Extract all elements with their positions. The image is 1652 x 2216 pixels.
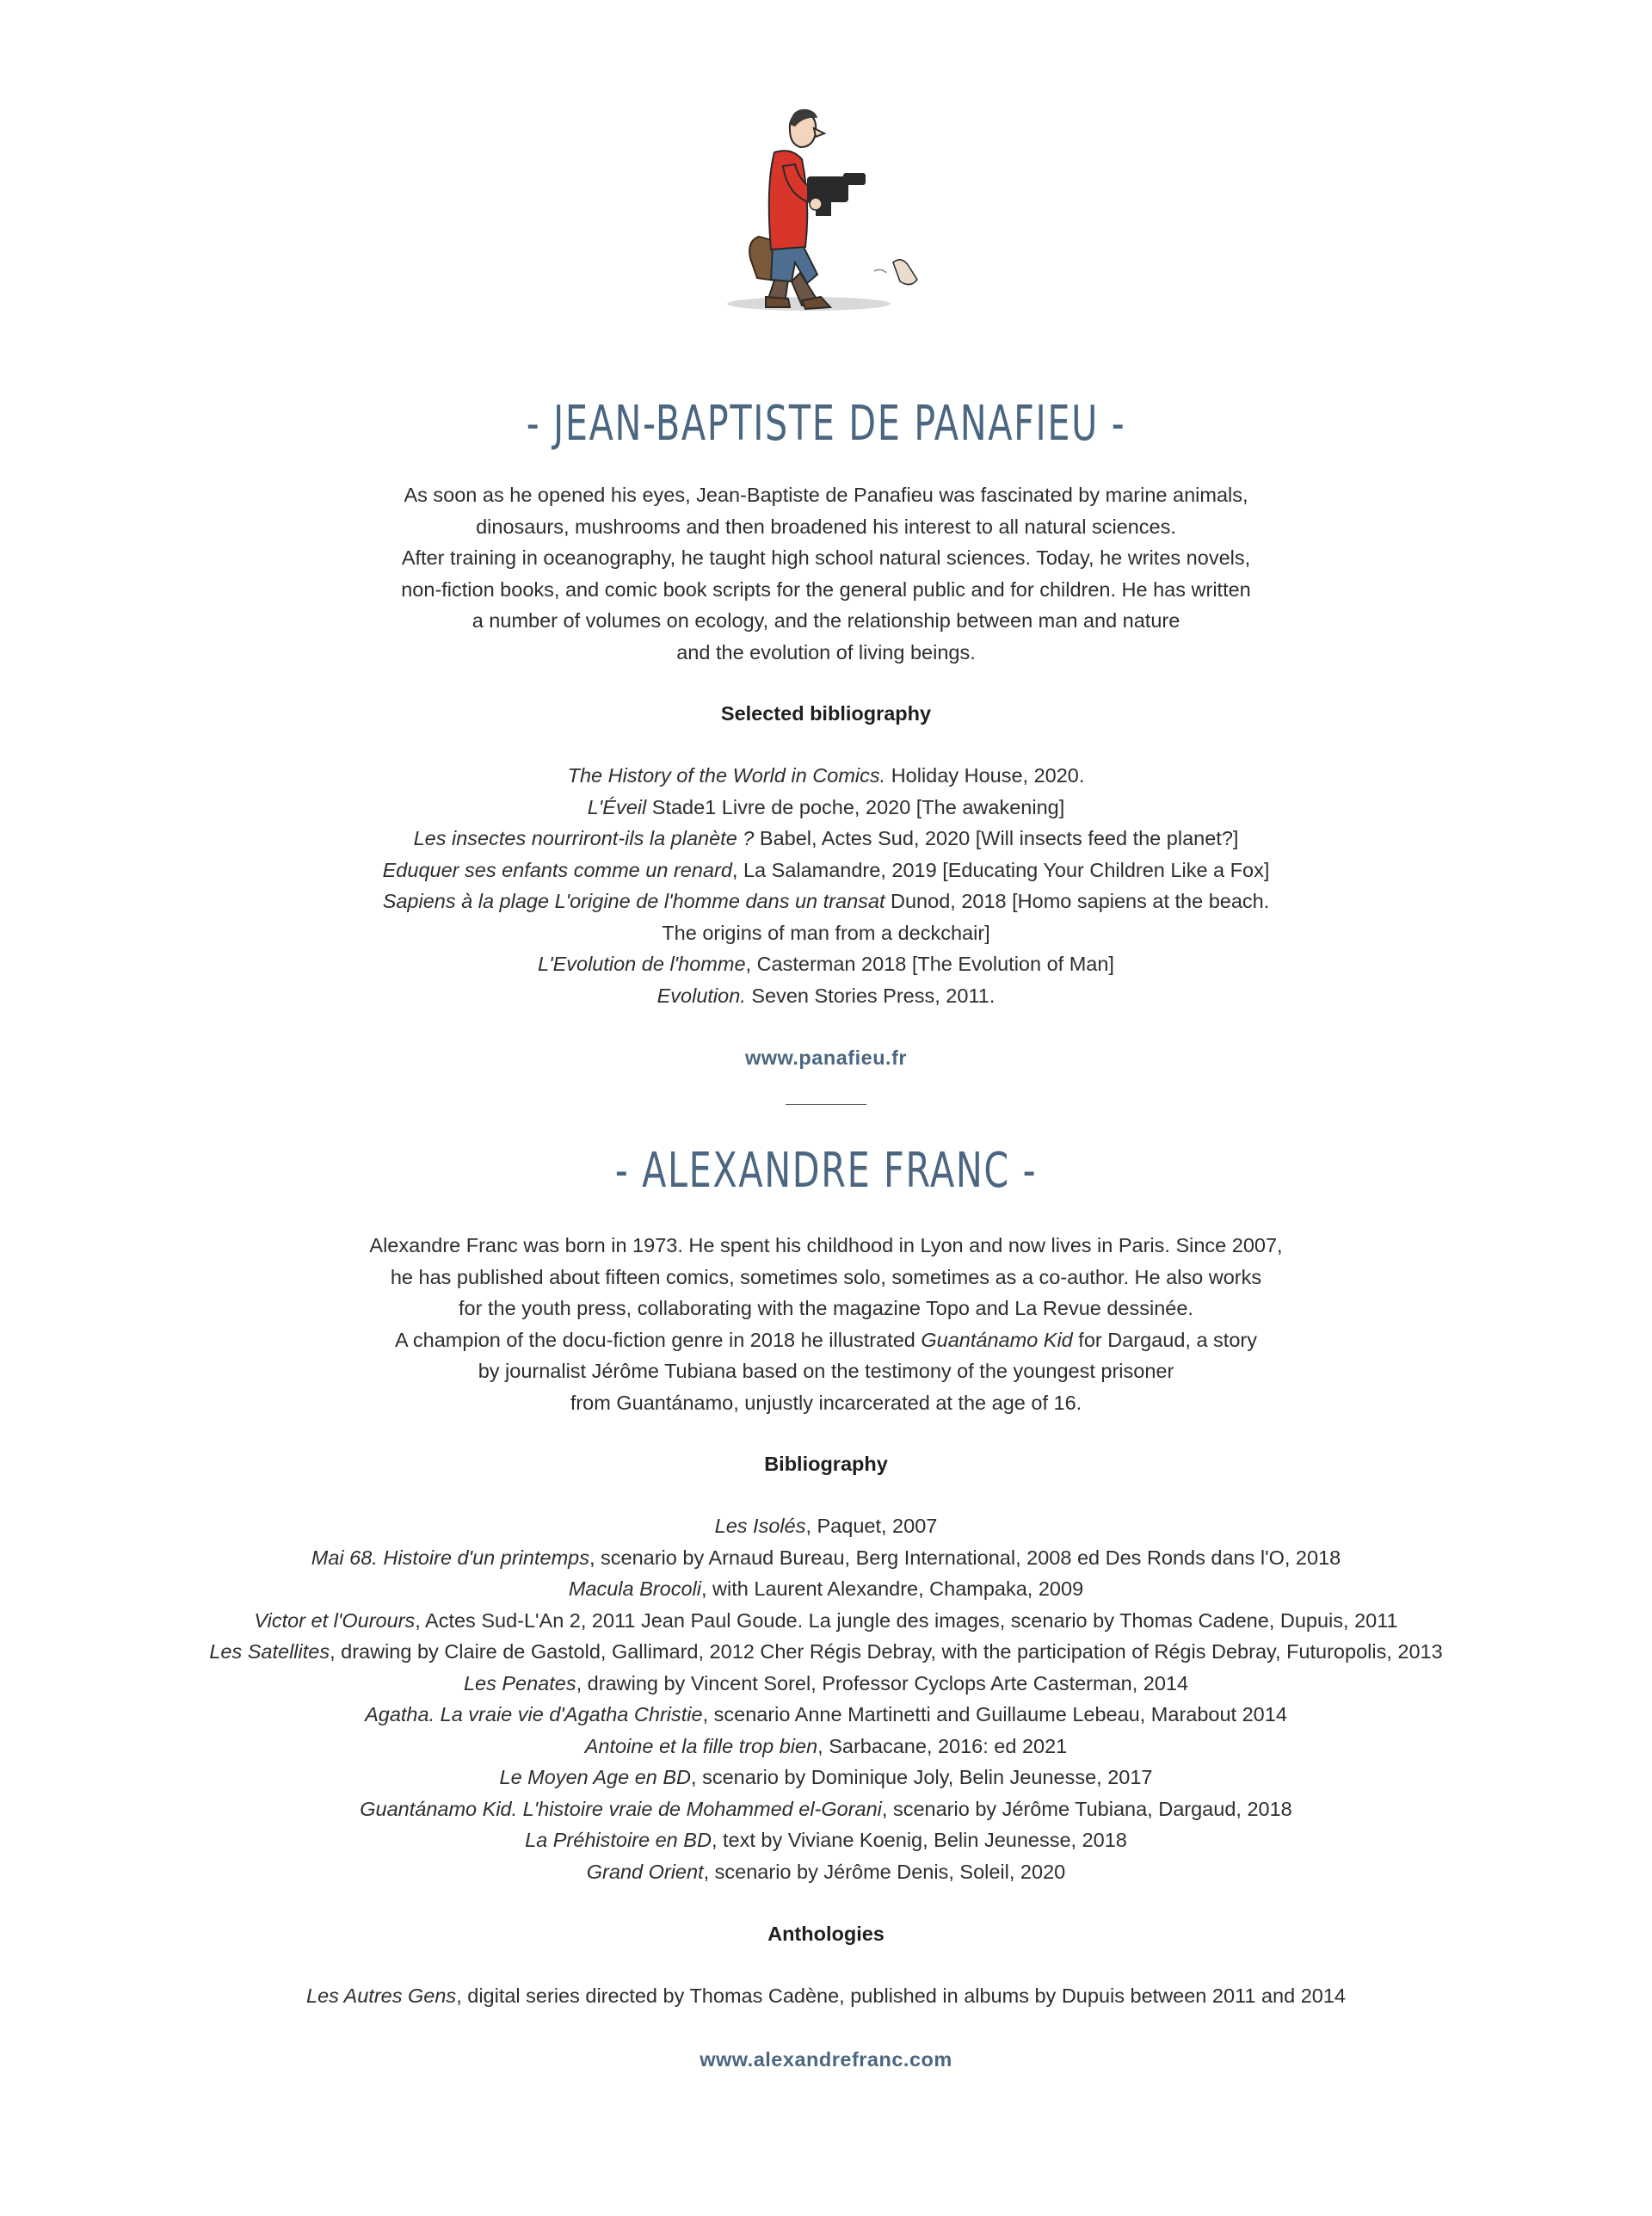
- book-details: , scenario by Jérôme Denis, Soleil, 2020: [703, 1860, 1066, 1883]
- book-details: , Casterman 2018 [The Evolution of Man]: [745, 953, 1114, 975]
- book-title: Grand Orient: [586, 1860, 704, 1883]
- bibliography-entry: [0, 1856, 1652, 1888]
- book-details: , scenario by Dominique Joly, Belin Jeunesse, 2017: [691, 1766, 1153, 1788]
- book-details: , digital series directed by Thomas Cadène, published in albums by Dupuis between 2011 and 2014: [456, 1985, 1346, 2007]
- book-details: , scenario Anne Martinetti and Guillaume Lebeau, Marabout 2014: [702, 1703, 1287, 1725]
- bibliography-entry: [0, 886, 1652, 917]
- book-title: Les Autres Gens: [306, 1985, 457, 2007]
- bibliography-entry: [0, 1510, 1652, 1542]
- bio-line: by journalist Jérôme Tubiana based on the testimony of the youngest prisoner: [478, 1360, 1174, 1382]
- bio-text: A champion of the docu-fiction genre in 2018 he illustrated: [395, 1328, 922, 1351]
- bibliography-entry: [0, 980, 1652, 1012]
- bibliography-entry: [0, 1731, 1652, 1762]
- book-title: Les insectes nourriront-ils la planète ?: [413, 827, 755, 849]
- book-title: The History of the World in Comics.: [567, 764, 886, 787]
- website-link-panafieu[interactable]: www.panafieu.fr: [744, 1046, 908, 1069]
- bio-line: non-fiction books, and comic book scripts for the general public and for children. He has written: [401, 577, 1251, 601]
- book-title: Agatha. La vraie vie d'Agatha Christie: [365, 1703, 703, 1725]
- book-details: The origins of man from a deckchair]: [662, 921, 990, 944]
- bibliography-entry: [0, 1542, 1652, 1574]
- bibliography-entry: [0, 948, 1652, 980]
- bio-line: a number of volumes on ecology, and the relationship between man and nature: [472, 609, 1180, 632]
- bio-line: he has published about fifteen comics, sometimes solo, sometimes as a co-author. He also works: [390, 1265, 1262, 1288]
- bio-text: for Dargaud, a story: [1072, 1328, 1257, 1351]
- bibliography-entry: [0, 1573, 1652, 1605]
- book-details: Holiday House, 2020.: [885, 764, 1085, 787]
- book-details: , Sarbacane, 2016: ed 2021: [817, 1734, 1068, 1757]
- bibliography-entry: [0, 1699, 1652, 1731]
- book-title: L'Evolution de l'homme: [538, 953, 746, 975]
- bio-line: and the evolution of living beings.: [676, 640, 976, 664]
- book-title: Sapiens à la plage L'origine de l'homme dans un transat: [382, 890, 885, 912]
- book-details: , scenario by Arnaud Bureau, Berg International, 2008 ed Des Ronds dans l'O, 2018: [589, 1546, 1341, 1569]
- bibliography-entry: [0, 1605, 1652, 1637]
- bio-line: As soon as he opened his eyes, Jean-Baptiste de Panafieu was fascinated by marine animals,: [404, 484, 1248, 506]
- book-title: Le Moyen Age en BD: [499, 1766, 692, 1788]
- book-details: , drawing by Vincent Sorel, Professor Cyclops Arte Casterman, 2014: [576, 1671, 1189, 1694]
- bibliography-entry: [0, 855, 1652, 886]
- selected-bibliography-heading: Selected bibliography: [720, 702, 932, 725]
- section-divider: [786, 1104, 866, 1105]
- bibliography-entry: [0, 823, 1652, 855]
- bio-line: for the youth press, collaborating with the magazine Topo and La Revue dessinée.: [459, 1297, 1193, 1319]
- book-details: , with Laurent Alexandre, Champaka, 2009: [700, 1577, 1084, 1600]
- book-title: Antoine et la fille trop bien: [584, 1734, 818, 1757]
- author-bio-panafieu: [0, 479, 1652, 668]
- book-title: Mai 68. Histoire d'un printemps: [311, 1546, 589, 1569]
- book-details: Stade1 Livre de poche, 2020 [The awakening]: [646, 795, 1065, 818]
- book-title: Macula Brocoli: [568, 1577, 701, 1600]
- book-details: , Paquet, 2007: [805, 1515, 938, 1537]
- bibliography-entry: [0, 792, 1652, 824]
- book-details: Dunod, 2018 [Homo sapiens at the beach.: [885, 890, 1270, 912]
- book-title: L'Éveil: [587, 795, 647, 818]
- book-title: Victor et l'Ourours: [254, 1608, 416, 1632]
- book-title: La Préhistoire en BD: [525, 1829, 712, 1851]
- bio-line: Alexandre Franc was born in 1973. He spent his childhood in Lyon and now lives in Paris. Since 2007,: [369, 1234, 1283, 1256]
- anthologies-heading: Anthologies: [767, 1923, 885, 1945]
- bibliography-entry: [0, 1762, 1652, 1793]
- author-name-franc: - ALEXANDRE FRANC -: [614, 1143, 1038, 1199]
- book-details: , La Salamandre, 2019 [Educating Your Children Like a Fox]: [731, 858, 1270, 881]
- book-title: Guantánamo Kid: [921, 1328, 1073, 1351]
- book-title: Les Isolés: [714, 1515, 806, 1537]
- anthologies-list: [0, 1980, 1652, 2012]
- book-details: Babel, Actes Sud, 2020 [Will insects feed the planet?]: [754, 827, 1239, 849]
- book-title: Les Satellites: [209, 1640, 330, 1663]
- author-bio-franc: [0, 1230, 1652, 1418]
- book-title: Eduquer ses enfants comme un renard: [382, 858, 732, 881]
- book-details: , scenario by Jérôme Tubiana, Dargaud, 2018: [881, 1797, 1292, 1820]
- bibliography-entry: [0, 1636, 1652, 1668]
- bio-line: After training in oceanography, he taught high school natural sciences. Today, he writes novels,: [401, 546, 1251, 569]
- bibliography-entry: [0, 1668, 1652, 1700]
- book-details: , drawing by Claire de Gastold, Gallimard, 2012 Cher Régis Debray, with the participation of Régis Debray, Futuropolis, 2013: [330, 1640, 1443, 1663]
- book-title: Guantánamo Kid. L'histoire vraie de Mohammed el-Gorani: [360, 1797, 882, 1820]
- bibliography-entry: [0, 1793, 1652, 1825]
- author-name-panafieu: - JEAN-BAPTISTE DE PANAFIEU -: [526, 396, 1126, 452]
- book-title: Les Penates: [463, 1671, 576, 1694]
- bio-line: [0, 1324, 1652, 1356]
- bibliography-entry: [0, 917, 1652, 949]
- cameraman-illustration: [706, 90, 946, 323]
- bibliography-entry: [0, 1824, 1652, 1856]
- book-title: Evolution.: [656, 984, 746, 1007]
- bio-line: dinosaurs, mushrooms and then broadened his interest to all natural sciences.: [476, 515, 1176, 538]
- bibliography-entry: [0, 760, 1652, 792]
- bio-line: from Guantánamo, unjustly incarcerated at the age of 16.: [570, 1391, 1082, 1414]
- anthology-entry: [0, 1980, 1652, 2012]
- book-details: , text by Viviane Koenig, Belin Jeunesse, 2018: [711, 1829, 1127, 1851]
- bibliography-heading: Bibliography: [764, 1453, 888, 1475]
- book-details: , Actes Sud-L'An 2, 2011 Jean Paul Goude. La jungle des images, scenario by Thomas Cadene, Dupuis, 2011: [415, 1608, 1398, 1632]
- website-link-franc[interactable]: www.alexandrefranc.com: [700, 2048, 952, 2071]
- bibliography-list-panafieu: [0, 760, 1652, 1011]
- bibliography-list-franc: [0, 1510, 1652, 1887]
- book-details: Seven Stories Press, 2011.: [745, 984, 996, 1007]
